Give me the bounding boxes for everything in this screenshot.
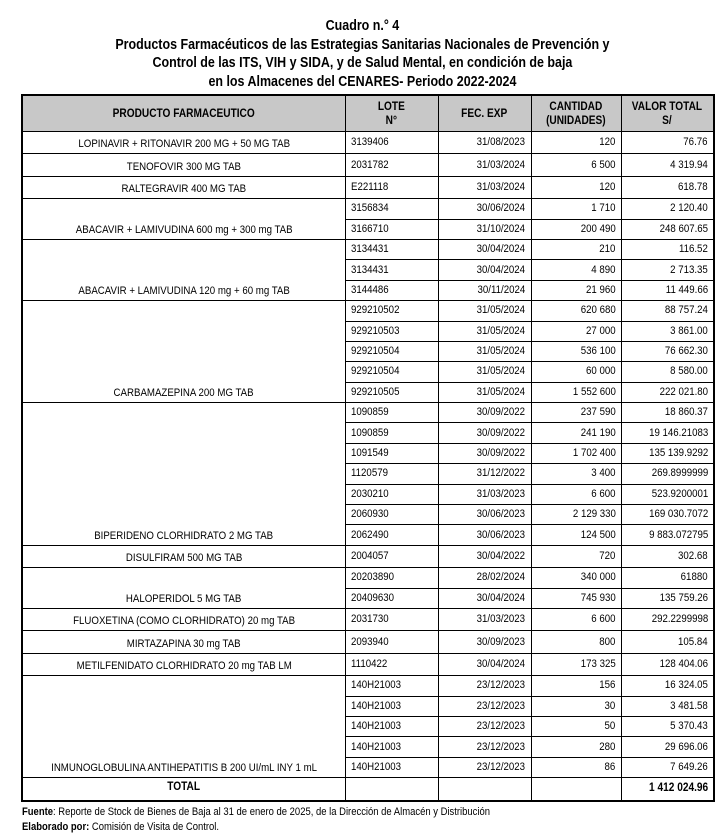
header-cantidad: CANTIDAD (UNIDADES) — [531, 95, 621, 132]
fec-exp-cell: 23/12/2023 — [438, 696, 531, 716]
valor-cell: 29 696.06 — [621, 737, 714, 757]
lote-cell: 3134431 — [345, 260, 438, 280]
product-name: ABACAVIR + LAMIVUDINA 600 mg + 300 mg TAB — [22, 199, 345, 240]
valor-cell: 135 139.9292 — [621, 443, 714, 463]
product-name: HALOPERIDOL 5 MG TAB — [22, 568, 345, 609]
header-fec-exp: FEC. EXP — [438, 95, 531, 132]
fuente-label: Fuente — [22, 806, 54, 818]
valor-cell: 88 757.24 — [621, 301, 714, 321]
cantidad-cell: 6 600 — [531, 484, 621, 504]
fec-exp-cell: 30/04/2024 — [438, 260, 531, 280]
cantidad-cell: 50 — [531, 716, 621, 736]
lote-cell: 20409630 — [345, 588, 438, 608]
lote-cell: 3139406 — [345, 132, 438, 154]
cantidad-cell: 237 590 — [531, 403, 621, 423]
cantidad-cell: 6 600 — [531, 608, 621, 630]
table-row — [22, 132, 714, 154]
lote-cell: 140H21003 — [345, 676, 438, 696]
product-name: DISULFIRAM 500 MG TAB — [22, 545, 345, 567]
fec-exp-cell: 30/09/2022 — [438, 443, 531, 463]
fec-exp-cell: 31/05/2024 — [438, 321, 531, 341]
total-label: TOTAL — [22, 778, 345, 801]
table-row — [22, 239, 714, 259]
elaborado-label: Elaborado por: — [22, 821, 90, 833]
products-table — [21, 94, 715, 802]
footer-fuente — [22, 806, 490, 818]
title-line-1: Cuadro n.° 4 — [325, 18, 400, 34]
valor-cell: 128 404.06 — [621, 653, 714, 675]
table-row — [22, 154, 714, 176]
cantidad-cell: 120 — [531, 176, 621, 198]
table-row — [22, 199, 714, 219]
valor-cell: 105.84 — [621, 631, 714, 653]
fec-exp-cell: 30/09/2023 — [438, 631, 531, 653]
table-row — [22, 176, 714, 198]
fec-exp-cell: 31/08/2023 — [438, 132, 531, 154]
valor-cell: 302.68 — [621, 545, 714, 567]
fec-exp-cell: 31/03/2024 — [438, 176, 531, 198]
lote-cell: 3156834 — [345, 199, 438, 219]
fec-exp-cell: 28/02/2024 — [438, 568, 531, 588]
product-name: LOPINAVIR + RITONAVIR 200 MG + 50 MG TAB — [22, 132, 345, 154]
valor-cell: 169 030.7072 — [621, 505, 714, 525]
fec-exp-cell: 30/09/2022 — [438, 403, 531, 423]
product-name: TENOFOVIR 300 MG TAB — [22, 154, 345, 176]
lote-cell: 1120579 — [345, 464, 438, 484]
valor-cell: 76 662.30 — [621, 341, 714, 361]
lote-cell: 1091549 — [345, 443, 438, 463]
valor-cell: 2 713.35 — [621, 260, 714, 280]
fec-exp-cell: 23/12/2023 — [438, 757, 531, 777]
lote-cell: 2004057 — [345, 545, 438, 567]
title-line-4: en los Almacenes del CENARES- Periodo 2022-2024 — [208, 73, 517, 90]
fec-exp-cell: 31/05/2024 — [438, 382, 531, 402]
lote-cell: 140H21003 — [345, 696, 438, 716]
cantidad-cell: 620 680 — [531, 301, 621, 321]
valor-cell: 523.9200001 — [621, 484, 714, 504]
fec-exp-cell: 23/12/2023 — [438, 737, 531, 757]
cantidad-cell: 280 — [531, 737, 621, 757]
table-row — [22, 545, 714, 567]
total-valor: 1 412 024.96 — [621, 778, 714, 801]
table-row — [22, 608, 714, 630]
table-row — [22, 568, 714, 588]
cantidad-cell: 30 — [531, 696, 621, 716]
product-name: INMUNOGLOBULINA ANTIHEPATITIS B 200 UI/mL INY 1 mL — [22, 676, 345, 778]
cantidad-cell: 120 — [531, 132, 621, 154]
lote-cell: 20203890 — [345, 568, 438, 588]
empty-cell — [531, 778, 621, 801]
product-name: BIPERIDENO CLORHIDRATO 2 MG TAB — [22, 403, 345, 546]
lote-cell: 1090859 — [345, 403, 438, 423]
lote-cell: 1090859 — [345, 423, 438, 443]
elaborado-text: Comisión de Visita de Control. — [89, 821, 219, 833]
cantidad-cell: 60 000 — [531, 362, 621, 382]
lote-cell: 3134431 — [345, 239, 438, 259]
fec-exp-cell: 31/03/2024 — [438, 154, 531, 176]
total-row — [22, 778, 714, 801]
fec-exp-cell: 30/06/2024 — [438, 199, 531, 219]
lote-cell: 929210502 — [345, 301, 438, 321]
table-header-row — [22, 95, 714, 132]
fec-exp-cell: 30/06/2023 — [438, 505, 531, 525]
valor-cell: 3 481.58 — [621, 696, 714, 716]
fec-exp-cell: 31/12/2022 — [438, 464, 531, 484]
product-name: CARBAMAZEPINA 200 MG TAB — [22, 301, 345, 403]
lote-cell: 3166710 — [345, 219, 438, 239]
valor-cell: 5 370.43 — [621, 716, 714, 736]
cantidad-cell: 200 490 — [531, 219, 621, 239]
valor-cell: 11 449.66 — [621, 280, 714, 300]
title-line-2: Productos Farmacéuticos de las Estrategias Sanitarias Nacionales de Prevención y — [115, 36, 610, 53]
fec-exp-cell: 31/03/2023 — [438, 608, 531, 630]
cantidad-cell: 173 325 — [531, 653, 621, 675]
cantidad-cell: 21 960 — [531, 280, 621, 300]
table-row — [22, 631, 714, 653]
document-title — [51, 17, 675, 91]
fec-exp-cell: 23/12/2023 — [438, 676, 531, 696]
lote-cell: E221118 — [345, 176, 438, 198]
fec-exp-cell: 30/06/2023 — [438, 525, 531, 545]
valor-cell: 4 319.94 — [621, 154, 714, 176]
valor-cell: 135 759.26 — [621, 588, 714, 608]
cantidad-cell: 2 129 330 — [531, 505, 621, 525]
cantidad-cell: 340 000 — [531, 568, 621, 588]
fec-exp-cell: 30/04/2022 — [438, 545, 531, 567]
cantidad-cell: 210 — [531, 239, 621, 259]
lote-cell: 929210504 — [345, 341, 438, 361]
table-row — [22, 403, 714, 423]
valor-cell: 7 649.26 — [621, 757, 714, 777]
cantidad-cell: 241 190 — [531, 423, 621, 443]
valor-cell: 222 021.80 — [621, 382, 714, 402]
cantidad-cell: 1 702 400 — [531, 443, 621, 463]
empty-cell — [345, 778, 438, 801]
valor-cell: 8 580.00 — [621, 362, 714, 382]
cantidad-cell: 745 930 — [531, 588, 621, 608]
lote-cell: 2031730 — [345, 608, 438, 630]
product-name: RALTEGRAVIR 400 MG TAB — [22, 176, 345, 198]
cantidad-cell: 27 000 — [531, 321, 621, 341]
fec-exp-cell: 30/11/2024 — [438, 280, 531, 300]
cantidad-cell: 4 890 — [531, 260, 621, 280]
product-name: FLUOXETINA (COMO CLORHIDRATO) 20 mg TAB — [22, 608, 345, 630]
lote-cell: 140H21003 — [345, 757, 438, 777]
fec-exp-cell: 30/04/2024 — [438, 239, 531, 259]
cantidad-cell: 86 — [531, 757, 621, 777]
cantidad-cell: 3 400 — [531, 464, 621, 484]
lote-cell: 140H21003 — [345, 716, 438, 736]
lote-cell: 2062490 — [345, 525, 438, 545]
cantidad-cell: 156 — [531, 676, 621, 696]
valor-cell: 9 883.072795 — [621, 525, 714, 545]
valor-cell: 76.76 — [621, 132, 714, 154]
valor-cell: 116.52 — [621, 239, 714, 259]
valor-cell: 2 120.40 — [621, 199, 714, 219]
fec-exp-cell: 30/04/2024 — [438, 588, 531, 608]
fec-exp-cell: 31/03/2023 — [438, 484, 531, 504]
fec-exp-cell: 31/10/2024 — [438, 219, 531, 239]
cantidad-cell: 6 500 — [531, 154, 621, 176]
valor-cell: 16 324.05 — [621, 676, 714, 696]
valor-cell: 61880 — [621, 568, 714, 588]
valor-cell: 269.8999999 — [621, 464, 714, 484]
product-name: MIRTAZAPINA 30 mg TAB — [22, 631, 345, 653]
cantidad-cell: 536 100 — [531, 341, 621, 361]
title-line-3: Control de las ITS, VIH y SIDA, y de Salud Mental, en condición de baja — [152, 55, 573, 71]
lote-cell: 3144486 — [345, 280, 438, 300]
table-body — [22, 132, 714, 801]
header-producto: PRODUCTO FARMACEUTICO — [22, 95, 345, 132]
fec-exp-cell: 23/12/2023 — [438, 716, 531, 736]
cantidad-cell: 1 710 — [531, 199, 621, 219]
header-lote: LOTE N° — [345, 95, 438, 132]
valor-cell: 618.78 — [621, 176, 714, 198]
fec-exp-cell: 30/04/2024 — [438, 653, 531, 675]
cantidad-cell: 1 552 600 — [531, 382, 621, 402]
lote-cell: 2060930 — [345, 505, 438, 525]
valor-cell: 248 607.65 — [621, 219, 714, 239]
valor-cell: 292.2299998 — [621, 608, 714, 630]
table-row — [22, 676, 714, 696]
valor-cell: 18 860.37 — [621, 403, 714, 423]
valor-cell: 19 146.21083 — [621, 423, 714, 443]
fec-exp-cell: 31/05/2024 — [438, 362, 531, 382]
lote-cell: 2093940 — [345, 631, 438, 653]
cantidad-cell: 800 — [531, 631, 621, 653]
product-name: METILFENIDATO CLORHIDRATO 20 mg TAB LM — [22, 653, 345, 675]
table-row — [22, 301, 714, 321]
lote-cell: 929210504 — [345, 362, 438, 382]
lote-cell: 929210505 — [345, 382, 438, 402]
product-name: ABACAVIR + LAMIVUDINA 120 mg + 60 mg TAB — [22, 239, 345, 300]
cantidad-cell: 124 500 — [531, 525, 621, 545]
empty-cell — [438, 778, 531, 801]
header-valor-total: VALOR TOTAL S/ — [621, 95, 714, 132]
lote-cell: 1110422 — [345, 653, 438, 675]
lote-cell: 929210503 — [345, 321, 438, 341]
fuente-text: : Reporte de Stock de Bienes de Baja al 31 de enero de 2025, de la Dirección de Almacén y Distribución — [53, 806, 491, 818]
fec-exp-cell: 31/05/2024 — [438, 301, 531, 321]
valor-cell: 3 861.00 — [621, 321, 714, 341]
fec-exp-cell: 31/05/2024 — [438, 341, 531, 361]
lote-cell: 140H21003 — [345, 737, 438, 757]
cantidad-cell: 720 — [531, 545, 621, 567]
fec-exp-cell: 30/09/2022 — [438, 423, 531, 443]
footer-elaborado — [22, 821, 219, 833]
lote-cell: 2030210 — [345, 484, 438, 504]
lote-cell: 2031782 — [345, 154, 438, 176]
table-row — [22, 653, 714, 675]
